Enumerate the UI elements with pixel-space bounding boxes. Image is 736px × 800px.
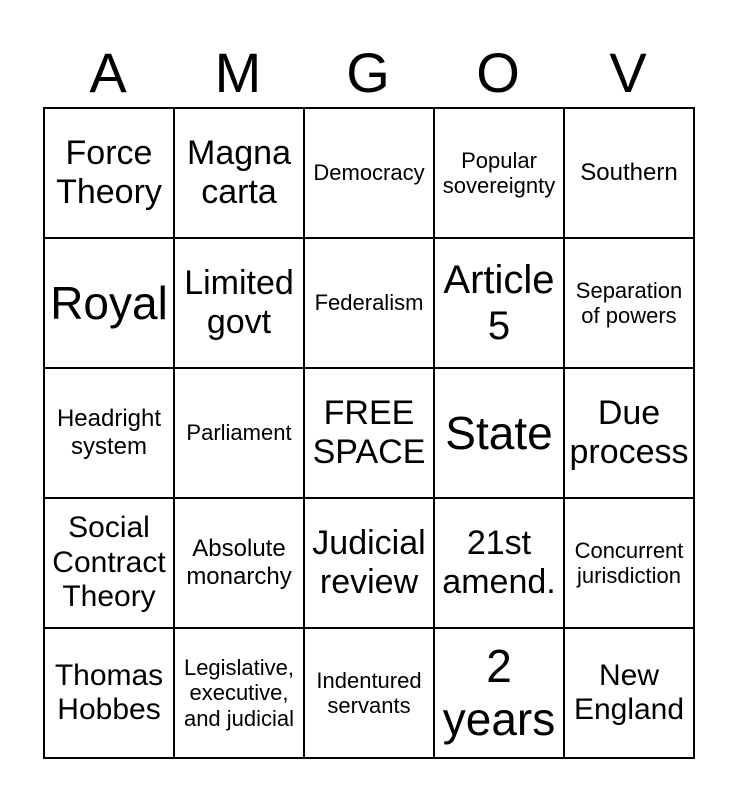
bingo-cell[interactable] [565,629,695,759]
cell-text: Legislative, executive, and judicial [183,655,295,731]
bingo-cell[interactable] [305,239,435,369]
cell-text: Absolute monarchy [186,535,292,590]
cell-text: Parliament [186,420,292,446]
cell-text: Indentured servants [316,667,422,718]
bingo-cell[interactable] [175,499,305,629]
header-letter-v: V [609,41,647,104]
cell-text: 2 years [442,640,556,745]
bingo-header [43,40,693,106]
bingo-cell[interactable] [175,239,305,369]
bingo-cell[interactable] [435,239,565,369]
bingo-cell[interactable] [565,109,695,239]
cell-text: Southern [580,159,678,187]
cell-text: Democracy [313,160,425,186]
cell-text: Magna carta [187,133,291,211]
bingo-cell[interactable] [435,629,565,759]
bingo-cell[interactable] [305,369,435,499]
cell-text: Social Contract Theory [52,511,166,614]
bingo-cell[interactable] [305,109,435,239]
header-letter-m: M [214,41,262,104]
bingo-cell[interactable] [435,499,565,629]
cell-text: Headright system [56,405,162,460]
bingo-cell[interactable] [45,499,175,629]
cell-text: Federalism [314,290,424,316]
bingo-cell[interactable] [565,499,695,629]
cell-text: 21st amend. [442,523,556,601]
cell-text: State [445,406,553,459]
header-letter-o: O [476,41,520,104]
bingo-cell[interactable] [435,109,565,239]
bingo-cell[interactable] [305,499,435,629]
bingo-cell[interactable] [45,369,175,499]
bingo-cell[interactable] [565,239,695,369]
cell-text: Popular sovereignty [442,147,556,198]
cell-text: New England [573,658,685,726]
cell-text: Article 5 [443,258,555,348]
cell-text: Force Theory [56,133,162,211]
cell-text: Thomas Hobbes [54,658,164,726]
header-letter-g: G [346,41,390,104]
cell-text: FREE SPACE [312,393,426,471]
cell-text: Concurrent jurisdiction [574,537,684,588]
header-letter-a: A [89,41,127,104]
bingo-cell[interactable] [45,109,175,239]
bingo-cell[interactable] [45,629,175,759]
bingo-cell[interactable] [45,239,175,369]
cell-text: Limited govt [184,263,294,341]
bingo-cell[interactable] [565,369,695,499]
bingo-cell[interactable] [175,109,305,239]
bingo-cell[interactable] [175,629,305,759]
cell-text: Judicial review [312,523,426,601]
cell-text: Separation of powers [575,277,683,328]
cell-text: Due process [569,393,689,471]
bingo-cell[interactable] [175,369,305,499]
cell-text: Royal [50,276,168,329]
bingo-grid [43,107,695,759]
bingo-cell[interactable] [305,629,435,759]
bingo-cell[interactable] [435,369,565,499]
